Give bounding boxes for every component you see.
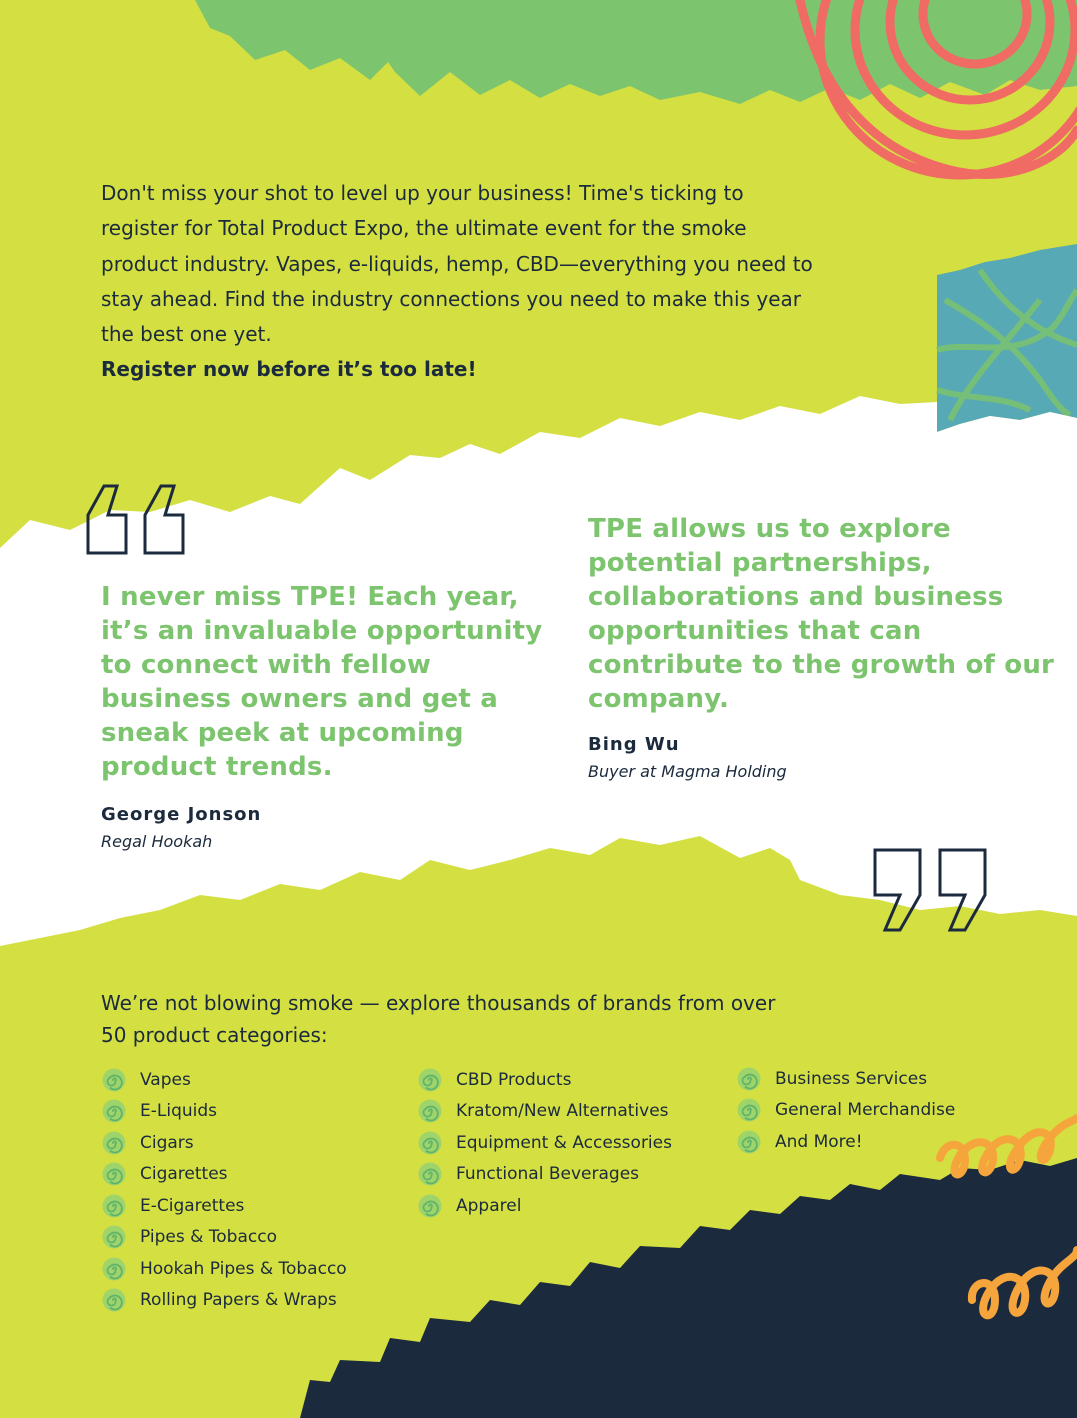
testimonial-author-1: George Jonson xyxy=(101,804,262,825)
swirl-icon xyxy=(736,1066,762,1092)
swirl-icon xyxy=(101,1287,127,1313)
category-label: Kratom/New Alternatives xyxy=(456,1101,669,1122)
category-item xyxy=(101,1127,347,1159)
teal-patch xyxy=(937,244,1077,432)
category-column-2 xyxy=(417,1064,672,1222)
category-label: Cigars xyxy=(140,1132,194,1153)
swirl-icon xyxy=(101,1193,127,1219)
intro-cta: Register now before it’s too late! xyxy=(101,357,477,382)
category-item xyxy=(101,1190,347,1222)
category-label: E-Cigarettes xyxy=(140,1195,245,1216)
category-label: General Merchandise xyxy=(775,1100,956,1121)
category-item xyxy=(417,1127,672,1159)
category-label: Pipes & Tobacco xyxy=(140,1227,277,1248)
category-label: Business Services xyxy=(775,1068,928,1089)
category-label: Cigarettes xyxy=(140,1164,228,1185)
category-label: E-Liquids xyxy=(140,1101,218,1122)
swirl-icon xyxy=(736,1129,762,1155)
swirl-icon xyxy=(101,1161,127,1187)
category-item xyxy=(101,1064,347,1096)
category-label: Equipment & Accessories xyxy=(456,1132,672,1153)
category-label: Functional Beverages xyxy=(456,1164,640,1185)
category-label: Hookah Pipes & Tobacco xyxy=(140,1258,347,1279)
swirl-icon xyxy=(101,1067,127,1093)
swirl-icon xyxy=(417,1130,443,1156)
swirl-icon xyxy=(101,1224,127,1250)
category-item xyxy=(101,1222,347,1254)
category-item xyxy=(736,1126,955,1158)
category-item xyxy=(101,1159,347,1191)
category-item xyxy=(417,1190,672,1222)
category-item xyxy=(736,1095,955,1127)
category-column-1 xyxy=(101,1064,347,1316)
category-label: Vapes xyxy=(140,1069,191,1090)
category-item xyxy=(101,1096,347,1128)
swirl-icon xyxy=(417,1161,443,1187)
category-label: And More! xyxy=(775,1131,863,1152)
swirl-icon xyxy=(417,1098,443,1124)
category-label: CBD Products xyxy=(456,1069,572,1090)
category-item xyxy=(101,1253,347,1285)
category-item xyxy=(417,1096,672,1128)
category-item xyxy=(101,1285,347,1317)
category-label: Rolling Papers & Wraps xyxy=(140,1290,337,1311)
swirl-icon xyxy=(417,1067,443,1093)
testimonial-quote-1: I never miss TPE! Each year, it’s an invaluable opportunity to connect with fellow business owners and get a sneak peek at upcoming product trends. xyxy=(101,582,543,782)
category-label: Apparel xyxy=(456,1195,522,1216)
testimonial-role-1: Regal Hookah xyxy=(101,832,213,851)
swirl-icon xyxy=(417,1193,443,1219)
testimonial-author-2: Bing Wu xyxy=(588,734,680,755)
category-column-3 xyxy=(736,1063,955,1158)
category-item xyxy=(417,1159,672,1191)
category-item xyxy=(417,1064,672,1096)
intro-block xyxy=(101,176,821,388)
swirl-icon xyxy=(101,1098,127,1124)
swirl-icon xyxy=(101,1256,127,1282)
testimonial-role-2: Buyer at Magma Holding xyxy=(588,762,787,781)
category-item xyxy=(736,1063,955,1095)
categories-intro: We’re not blowing smoke — explore thousands of brands from over 50 product categories: xyxy=(101,991,776,1047)
swirl-icon xyxy=(736,1097,762,1123)
swirl-icon xyxy=(101,1130,127,1156)
intro-text: Don't miss your shot to level up your business! Time's ticking to register for Total Product Expo, the ultimate event for the smoke product industry. Vapes, e-liquids, hemp, CBD—everything you need to stay ahead. Find the industry connections you need to make this year the best one yet. xyxy=(101,181,813,347)
testimonial-quote-2: TPE allows us to explore potential partnerships, collaborations and business opportunities that can contribute to the growth of our company. xyxy=(588,514,1055,714)
